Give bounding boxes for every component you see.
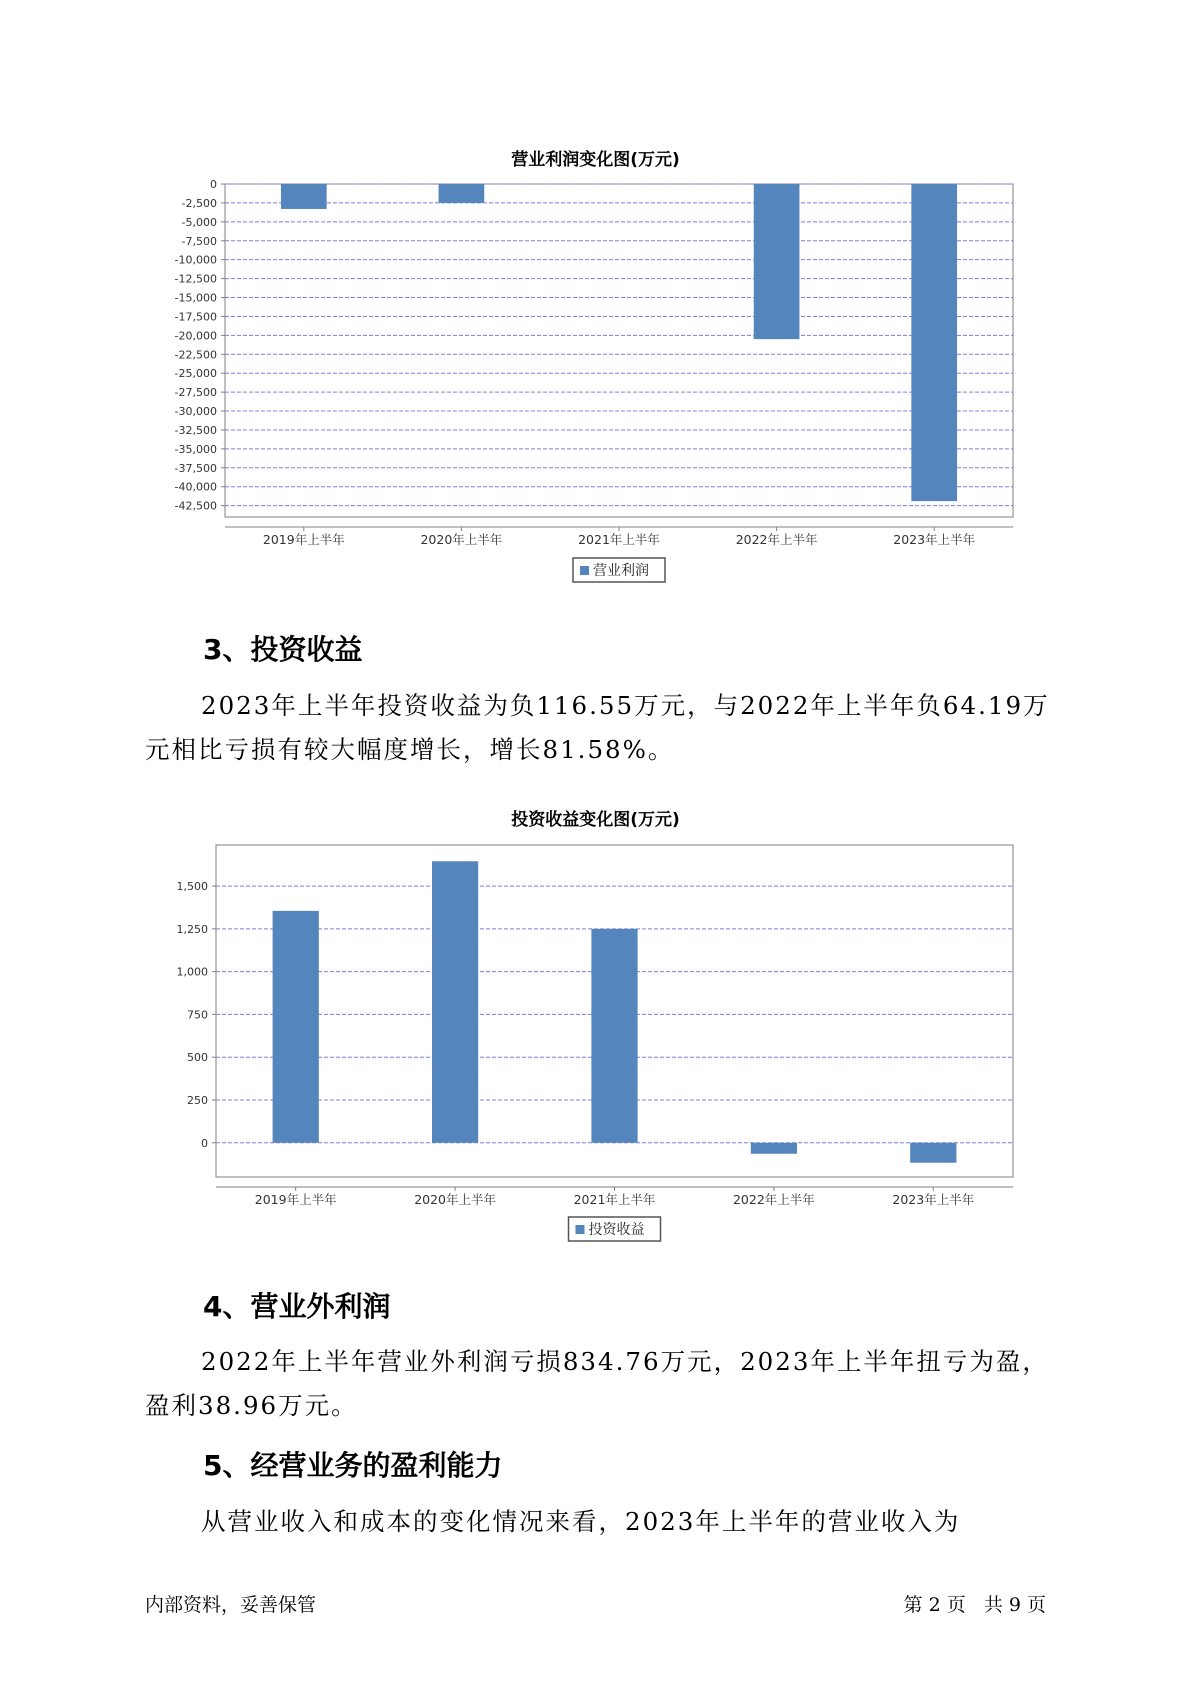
bar-2022 [751, 1143, 797, 1154]
bar-2019 [281, 184, 327, 209]
x-tick-label: 2019年上半年 [254, 1192, 337, 1207]
y-tick-label: 500 [187, 1051, 208, 1065]
y-tick-label: 1,500 [176, 880, 208, 894]
chart2-investment-income [0, 820, 1191, 1260]
section4-heading: 4、营业外利润 [203, 1290, 391, 1323]
x-tick-label: 2021年上半年 [578, 532, 660, 547]
y-tick-label: -5,000 [181, 215, 217, 229]
y-tick-label: -30,000 [174, 405, 217, 419]
y-tick-label: -10,000 [174, 253, 217, 267]
section5-heading: 5、经营业务的盈利能力 [203, 1449, 503, 1482]
y-tick-label: -22,500 [174, 348, 217, 362]
y-tick-label: -37,500 [174, 461, 217, 475]
y-tick-label: 750 [187, 1008, 208, 1022]
bar-2019 [273, 911, 319, 1143]
legend-label: 营业利润 [593, 563, 649, 579]
legend-label: 投资收益 [588, 1222, 645, 1238]
x-tick-label: 2023年上半年 [892, 1192, 975, 1207]
section3-heading: 3、投资收益 [203, 633, 363, 666]
footer-confidential: 内部资料，妥善保管 [145, 1594, 317, 1616]
legend-swatch [580, 566, 589, 575]
y-tick-label: -7,500 [181, 234, 217, 248]
x-tick-label: 2020年上半年 [414, 1192, 497, 1207]
y-tick-label: -40,000 [174, 480, 217, 494]
y-tick-label: -17,500 [174, 310, 217, 324]
y-tick-label: -35,000 [174, 442, 217, 456]
y-tick-label: -12,500 [174, 272, 217, 286]
bar-2022 [754, 184, 800, 339]
bar-2020 [432, 861, 478, 1143]
y-tick-label: 0 [201, 1136, 208, 1150]
x-tick-label: 2020年上半年 [420, 532, 503, 547]
y-tick-label: -42,500 [174, 499, 217, 513]
bar-2023 [910, 1143, 956, 1163]
y-tick-label: -20,000 [174, 329, 217, 343]
chart1-operating-profit [0, 0, 1191, 600]
x-tick-label: 2022年上半年 [735, 532, 818, 547]
y-tick-label: -27,500 [174, 386, 217, 400]
x-tick-label: 2023年上半年 [893, 532, 976, 547]
section3-paragraph: 2023年上半年投资收益为负116.55万元，与2022年上半年负64.19万元相比亏损有较大幅度增长，增长81.58%。 [145, 691, 1050, 764]
chart2-title: 投资收益变化图(万元) [511, 810, 680, 830]
y-tick-label: 250 [187, 1093, 208, 1107]
y-tick-label: 1,000 [176, 965, 208, 979]
chart1-title: 营业利润变化图(万元) [511, 150, 680, 170]
y-tick-label: -15,000 [174, 291, 217, 305]
bar-2023 [911, 184, 957, 501]
y-tick-label: -32,500 [174, 423, 217, 437]
y-tick-label: 1,250 [176, 922, 208, 936]
x-tick-label: 2019年上半年 [262, 532, 345, 547]
legend-swatch [576, 1225, 585, 1234]
section5-paragraph: 从营业收入和成本的变化情况来看，2023年上半年的营业收入为 [201, 1507, 961, 1536]
plot-frame [225, 184, 1013, 517]
x-tick-label: 2022年上半年 [732, 1192, 815, 1207]
y-tick-label: -25,000 [174, 367, 217, 381]
bar-2021 [591, 929, 637, 1143]
footer-page-number: 第 2 页 共 9 页 [903, 1594, 1046, 1616]
y-tick-label: -2,500 [181, 196, 217, 210]
bar-2020 [439, 184, 485, 203]
section4-paragraph: 2022年上半年营业外利润亏损834.76万元，2023年上半年扭亏为盈，盈利38.96万元。 [145, 1347, 1049, 1420]
x-tick-label: 2021年上半年 [573, 1192, 656, 1207]
y-tick-label: 0 [210, 178, 217, 191]
